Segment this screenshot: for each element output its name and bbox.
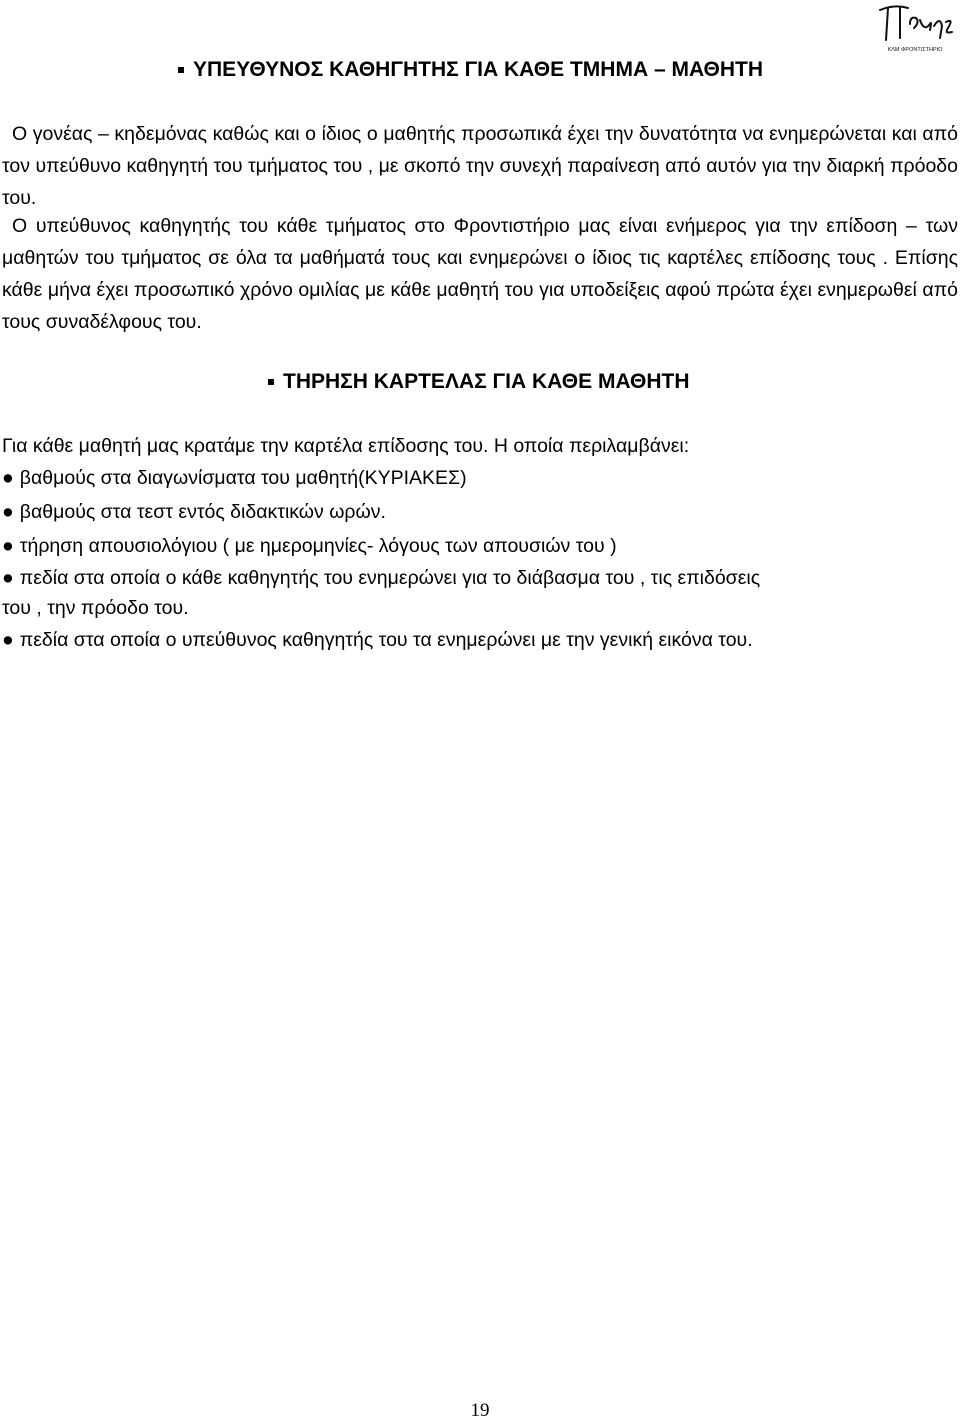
square-bullet-icon	[178, 67, 184, 73]
bullet-icon: ●	[2, 535, 14, 557]
list-item: ● βαθμούς στα διαγωνίσματα του μαθητή(ΚΥΡΙΑΚΕΣ)	[2, 467, 467, 489]
bullet-icon: ●	[2, 501, 14, 523]
paragraph-parent-info: Ο γονέας – κηδεμόνας καθώς και ο ίδιος ο μαθητής προσωπικά έχει την δυνατότητα να ενημερώνεται και από τον υπεύθυνο καθηγητή του τμήματος του , με σκοπό την συνεχή παραίνεση από αυτόν για την διαρκή πρόοδο του.	[2, 123, 958, 209]
heading-text: ΥΠΕΥΘΥΝΟΣ ΚΑΘΗΓΗΤΗΣ ΓΙΑ ΚΑΘΕ ΤΜΗΜΑ – ΜΑΘΗΤΗ	[193, 58, 764, 81]
paragraph-teacher-info: Ο υπεύθυνος καθηγητής του κάθε τμήματος στο Φροντιστήριο μας είναι ενήμερος για την επίδοση – των μαθητών του τμήματος σε όλα τα μαθήματά τους και ενημερώνει ο ίδιος τις καρτέλες επίδοσης τους . Επίσης κάθε μήνα έχει προσωπικό χρόνο ομιλίας με κάθε μαθητή του για υποδείξεις αφού πρώτα έχει ενημερωθεί από τους συναδέλφους του.	[2, 215, 958, 333]
bullet-icon: ●	[2, 567, 14, 589]
square-bullet-icon	[268, 379, 274, 385]
card-intro-text: Για κάθε μαθητή μας κρατάμε την καρτέλα επίδοσης του. Η οποία περιλαμβάνει:	[2, 435, 690, 457]
list-item: ● πεδία στα οποία ο υπεύθυνος καθηγητής του τα ενημερώνει με την γενική εικόνα του.	[2, 629, 753, 651]
praxis-logo	[874, 2, 956, 54]
list-item: ● τήρηση απουσιολόγιου ( με ημερομηνίες- λόγους των απουσιών του )	[2, 535, 617, 557]
list-item: ● πεδία στα οποία ο κάθε καθηγητής του ενημερώνει για το διάβασμα του , τις επιδόσεις	[2, 567, 761, 589]
bullet-icon: ●	[2, 629, 14, 651]
page-number: 19	[470, 1400, 490, 1421]
bullet-icon: ●	[2, 467, 14, 489]
svg-text:ΚΛΜ ΦΡΟΝΤΙΣΤΗΡΙΟ: ΚΛΜ ΦΡΟΝΤΙΣΤΗΡΙΟ	[887, 47, 943, 53]
list-item: ● βαθμούς στα τεστ εντός διδακτικών ωρών.	[2, 501, 386, 523]
list-item-continuation: του , την πρόοδο του.	[2, 597, 189, 619]
section-heading-student-card	[268, 370, 690, 394]
heading-text: ΤΗΡΗΣΗ ΚΑΡΤΕΛΑΣ ΓΙΑ ΚΑΘΕ ΜΑΘΗΤΗ	[283, 370, 690, 393]
section-heading-responsible-teacher	[178, 58, 763, 82]
